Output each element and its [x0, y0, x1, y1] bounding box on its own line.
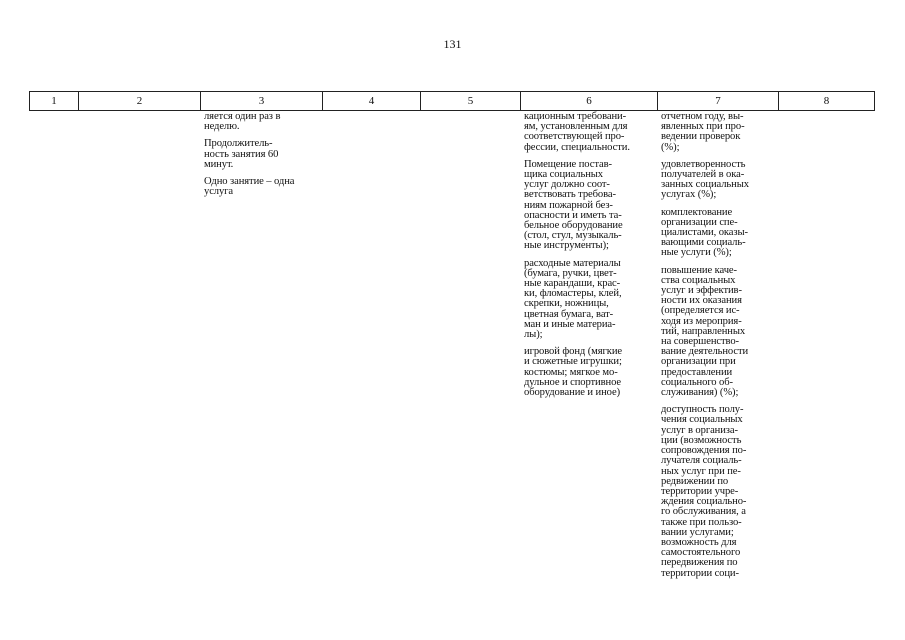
column-7-text [661, 112, 773, 586]
header-cell-4: 4 [322, 92, 420, 110]
column-3-text [204, 112, 322, 204]
header-cell-3: 3 [200, 92, 322, 110]
col3-paragraph: ляется один раз в неделю. [204, 111, 281, 133]
header-cell-1: 1 [51, 95, 57, 107]
col3-paragraph: Одно занятие – одна услуга [204, 176, 295, 198]
col7-paragraph: отчетном году, вы- явленных при про- ведении проверок (%); [661, 111, 745, 153]
col6-paragraph: расходные материалы (бумага, ручки, цвет- ные карандаши, крас- ки, фломастеры, клей, скрепки, ножницы, цветная бумага, ват- ман и иные материа- лы); [524, 257, 622, 341]
col7-paragraph: повышение каче- ства социальных услуг и эффектив- ности их оказания (определяется ис- ходя из мероприя- тий, направленных на совершенство- вание деятельности организации при предоставлении социального об- служивания) (%); [661, 264, 749, 399]
col7-paragraph: комплектование организации спе- циалистами, оказы- вающими социаль- ные услуги (%); [661, 206, 748, 259]
header-cell-6: 6 [520, 92, 657, 110]
page-number: 131 [443, 37, 462, 51]
col7-paragraph: удовлетворенность получателей в ока- занных социальных услугах (%); [661, 158, 749, 201]
header-cell-8: 8 [778, 92, 874, 110]
column-6-text [524, 112, 634, 405]
col6-paragraph: Помещение постав- щика социальных услуг должно соот- ветствовать требова- ниям пожарной без- опасности и иметь та- бельное оборудование (стол, стул, музыкаль- ные инструменты); [524, 158, 623, 252]
header-cell-5: 5 [420, 92, 520, 110]
col6-paragraph: кационным требовани- ям, установленным для соответствующей про- фессии, специальности. [524, 111, 630, 153]
header-cell-7: 7 [657, 92, 778, 110]
col6-paragraph: игровой фонд (мягкие и сюжетные игрушки; костюмы; мягкое мо- дульное и спортивное оборудование и иное) [524, 346, 622, 399]
header-cell-2: 2 [78, 92, 200, 110]
table-header-row [29, 91, 875, 111]
col7-paragraph: доступность полу- чения социальных услуг в организа- ции (возможность сопровождения по- лучателя социаль- ных услуг при пе- редвижении по территории учре- ждения социально- го обслуживания, а также при пользо- вании услугами; возможность для самостоятельного передвижения по территории соци- [661, 404, 747, 579]
col3-paragraph: Продолжитель- ность занятия 60 минут. [204, 138, 279, 170]
